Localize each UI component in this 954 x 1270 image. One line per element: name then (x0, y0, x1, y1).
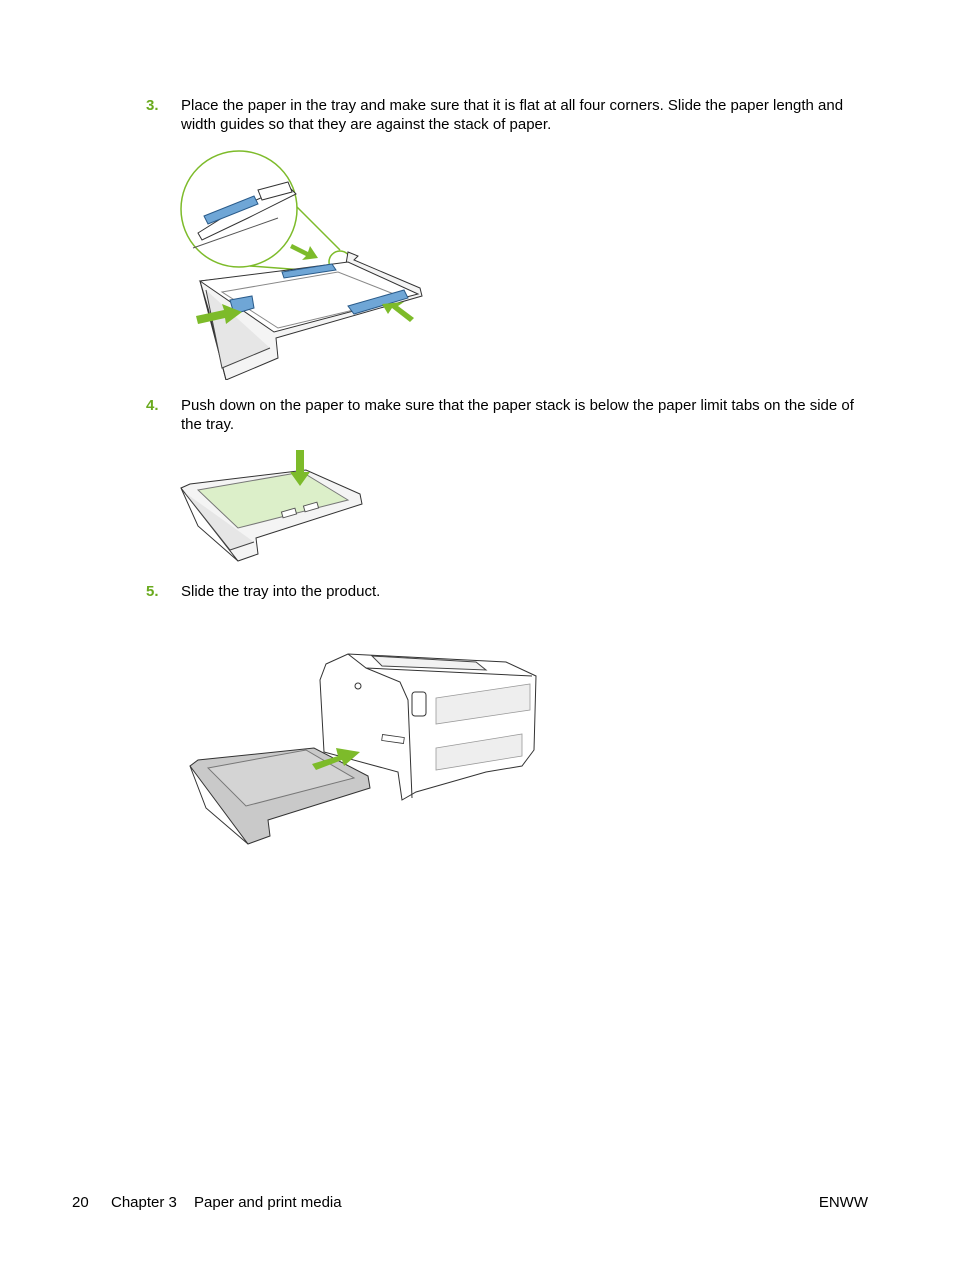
arrow-down-icon (290, 244, 318, 260)
step-text: Place the paper in the tray and make sure that it is flat at all four corners. Slide the paper length and width guides so that they are against the stack of paper. (181, 97, 844, 133)
push-down-paper-illustration (178, 446, 366, 566)
step-number: 4. (146, 397, 159, 414)
chapter-title: Paper and print media (194, 1194, 342, 1211)
step-text: Push down on the paper to make sure that the paper stack is below the paper limit tabs on the side of the tray. (181, 397, 854, 433)
tray-guides-illustration (178, 148, 428, 380)
edition-label: ENWW (818, 1194, 868, 1211)
arrow-left-icon (382, 302, 414, 322)
step-text: Slide the tray into the product. (181, 583, 381, 600)
page-number: 20 (72, 1194, 89, 1211)
insert-tray-illustration (186, 640, 540, 850)
chapter-label: Chapter 3 (111, 1194, 177, 1211)
step-number: 3. (146, 97, 159, 114)
step-number: 5. (146, 583, 159, 600)
